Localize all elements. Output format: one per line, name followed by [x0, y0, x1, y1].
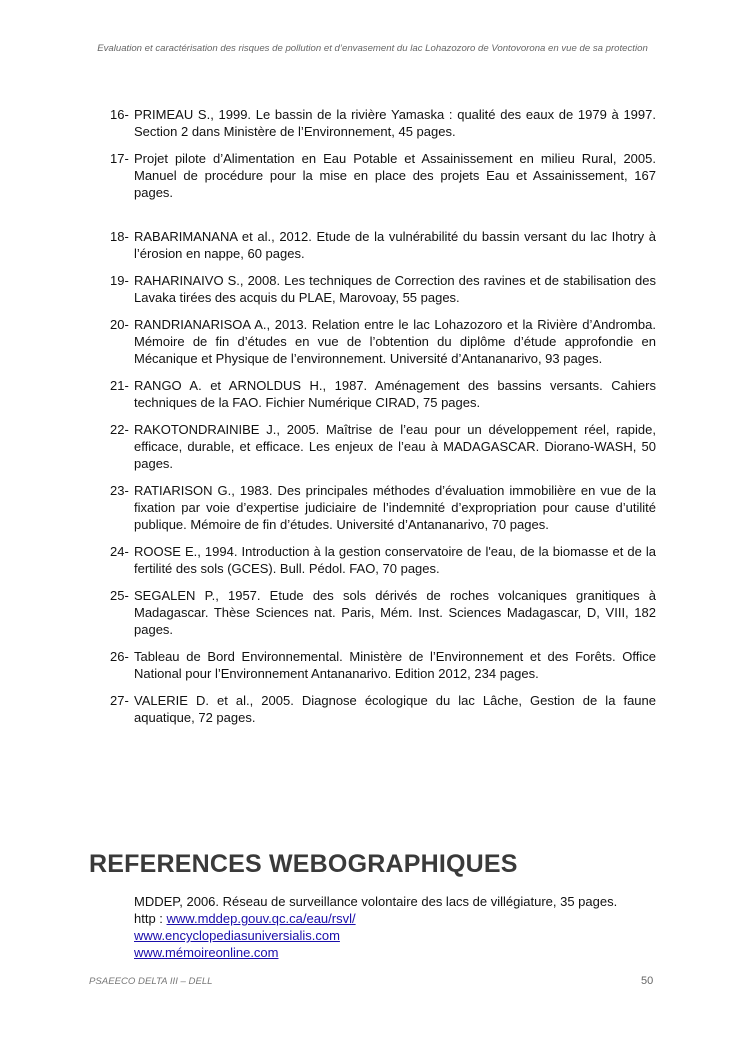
- reference-list: [110, 106, 656, 726]
- page-number: 50: [641, 975, 654, 987]
- encyclopedia-link[interactable]: www.encyclopediasuniversialis.com: [134, 928, 340, 943]
- reference-number: 27-: [110, 693, 129, 708]
- reference-text: PRIMEAU S., 1999. Le bassin de la rivière Yamaska : qualité des eaux de 1979 à 1997. Section 2 dans Ministère de l’Environnement, 45 pages.: [134, 107, 656, 139]
- reference-text: RAKOTONDRAINIBE J., 2005. Maîtrise de l’eau pour un développement réel, rapide, efficace, durable, et efficace. Les enjeux de l’eau à MADAGASCAR. Diorano-WASH, 50 pages.: [134, 422, 656, 471]
- reference-item: [110, 150, 656, 201]
- mddep-link[interactable]: www.mddep.gouv.qc.ca/eau/rsvl/: [166, 911, 356, 926]
- reference-text: RABARIMANANA et al., 2012. Etude de la vulnérabilité du bassin versant du lac Ihotry à l’érosion en nappe, 60 pages.: [134, 229, 656, 261]
- reference-text: RANDRIANARISOA A., 2013. Relation entre le lac Lohazozoro et la Rivière d’Andromba. Mémoire de fin d’études en vue de l’obtention du diplôme d’étude approfondie en Mécanique et Physique de l’environnement. Université d’Antananarivo, 93 pages.: [134, 317, 656, 366]
- reference-item: [110, 272, 656, 306]
- running-header: Evaluation et caractérisation des risques de pollution et d’envasement du lac Lohazozoro de Vontovorona en vue de sa protection: [97, 43, 648, 54]
- reference-item: [110, 106, 656, 140]
- reference-item: [110, 316, 656, 367]
- reference-item: [110, 648, 656, 682]
- reference-item: [110, 543, 656, 577]
- webography-http-line: [134, 910, 656, 927]
- http-prefix: http :: [134, 911, 167, 926]
- reference-text: RAHARINAIVO S., 2008. Les techniques de Correction des ravines et de stabilisation des Lavaka tirées des acquis du PLAE, Marovoay, 55 pages.: [134, 273, 656, 305]
- reference-number: 18-: [110, 229, 129, 244]
- reference-item: [110, 228, 656, 262]
- reference-number: 17-: [110, 151, 129, 166]
- reference-text: SEGALEN P., 1957. Etude des sols dérivés de roches volcaniques granitiques à Madagascar. Thèse Sciences nat. Paris, Mém. Inst. Sciences Madagascar, D, VIII, 182 pages.: [134, 588, 656, 637]
- reference-number: 23-: [110, 483, 129, 498]
- reference-text: RANGO A. et ARNOLDUS H., 1987. Aménagement des bassins versants. Cahiers techniques de la FAO. Fichier Numérique CIRAD, 75 pages.: [134, 378, 656, 410]
- reference-number: 19-: [110, 273, 129, 288]
- reference-item: [110, 692, 656, 726]
- reference-item: [110, 377, 656, 411]
- reference-text: VALERIE D. et al., 2005. Diagnose écologique du lac Lâche, Gestion de la faune aquatique, 72 pages.: [134, 693, 656, 725]
- reference-number: 20-: [110, 317, 129, 332]
- webography-block: [134, 893, 656, 961]
- reference-item: [110, 421, 656, 472]
- reference-number: 24-: [110, 544, 129, 559]
- reference-text: RATIARISON G., 1983. Des principales méthodes d’évaluation immobilière en vue de la fixation par voie d’expertise judiciaire de l’indemnité d’expropriation pour cause d’utilité publique. Mémoire de fin d’études. Université d’Antananarivo, 70 pages.: [134, 483, 656, 532]
- reference-item: [110, 587, 656, 638]
- webography-heading: REFERENCES WEBOGRAPHIQUES: [89, 850, 518, 878]
- reference-text: Projet pilote d’Alimentation en Eau Potable et Assainissement en milieu Rural, 2005. Manuel de procédure pour la mise en place des projets Eau et Assainissement, 167 pages.: [134, 151, 656, 200]
- reference-number: 26-: [110, 649, 129, 664]
- reference-text: ROOSE E., 1994. Introduction à la gestion conservatoire de l'eau, de la biomasse et de la fertilité des sols (GCES). Bull. Pédol. FAO, 70 pages.: [134, 544, 656, 576]
- reference-number: 16-: [110, 107, 129, 122]
- reference-number: 22-: [110, 422, 129, 437]
- footer-label: PSAEECO DELTA III – DELL: [89, 976, 213, 987]
- webography-entry: MDDEP, 2006. Réseau de surveillance volontaire des lacs de villégiature, 35 pages.: [134, 894, 618, 909]
- reference-number: 25-: [110, 588, 129, 603]
- reference-number: 21-: [110, 378, 129, 393]
- reference-text: Tableau de Bord Environnemental. Ministère de l’Environnement et des Forêts. Office National pour l’Environnement Antananarivo. Edition 2012, 234 pages.: [134, 649, 656, 681]
- memoireonline-link[interactable]: www.mémoireonline.com: [134, 945, 279, 960]
- reference-item: [110, 482, 656, 533]
